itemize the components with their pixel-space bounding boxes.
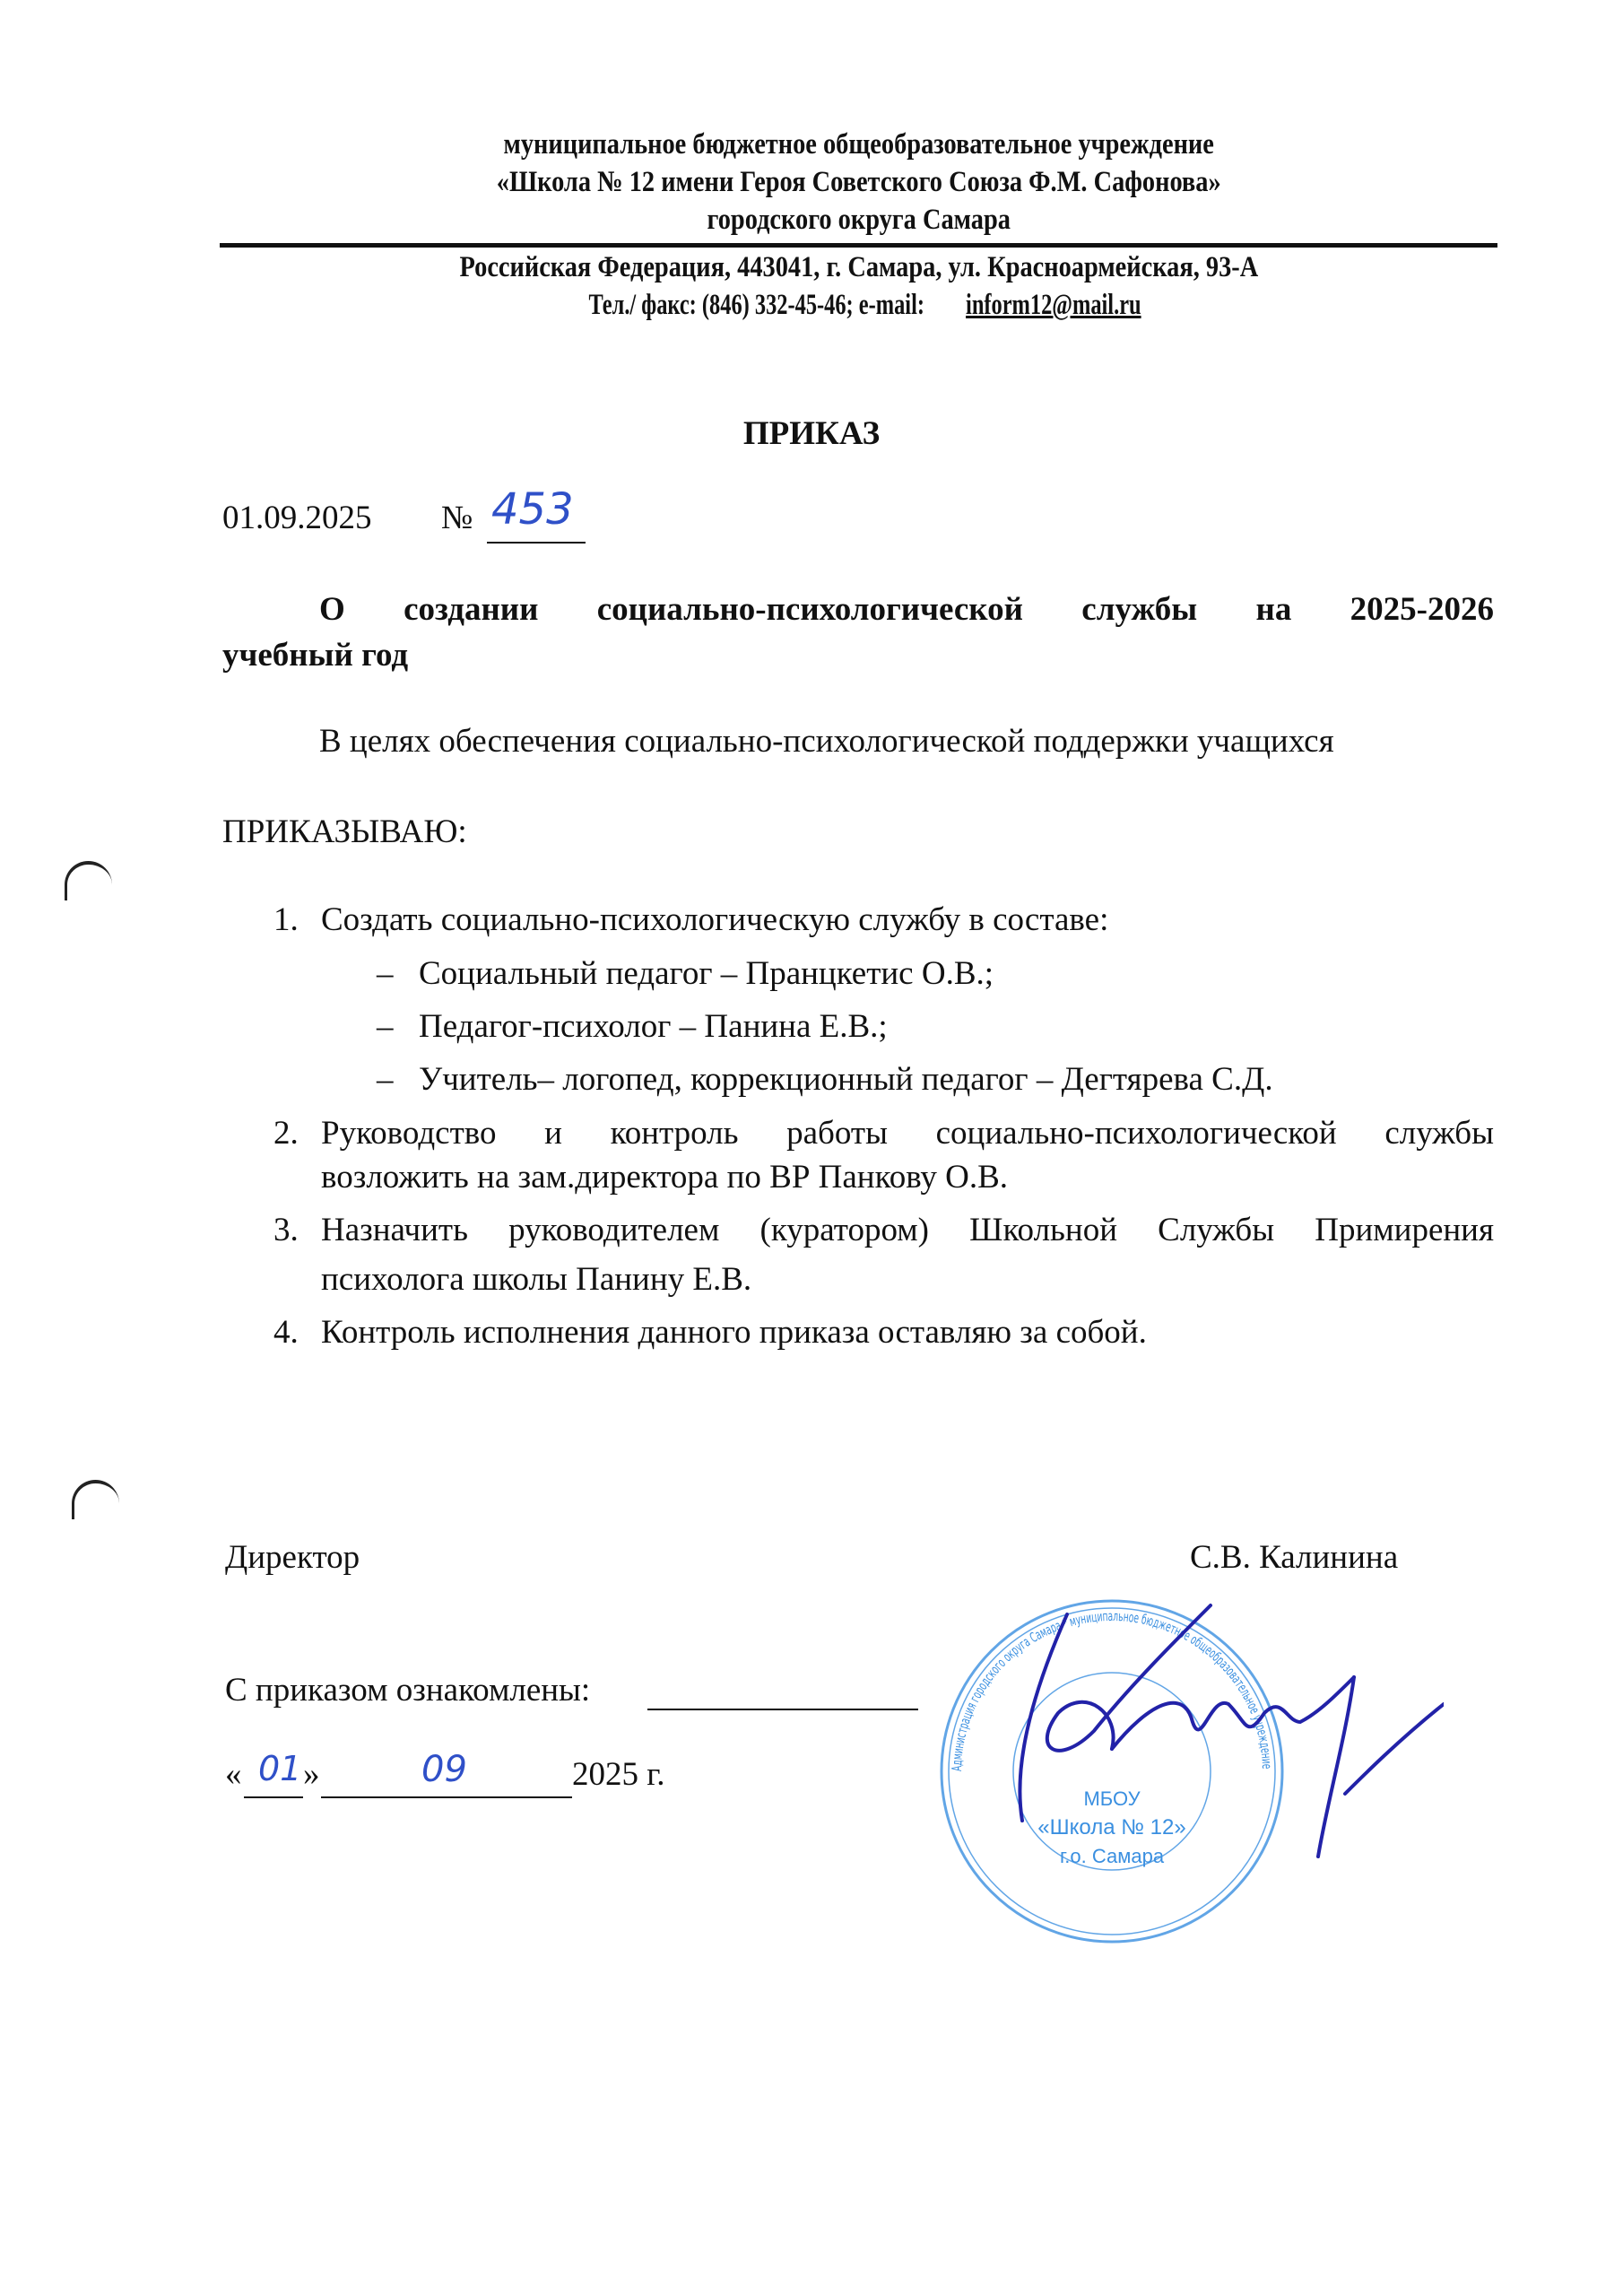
org-name-line1: муниципальное бюджетное общеобразовательное учреждение bbox=[503, 128, 1214, 161]
date-year: 2025 г. bbox=[572, 1756, 665, 1793]
item-text: психолога школы Панину Е.В. bbox=[321, 1261, 752, 1298]
punch-hole-mark bbox=[65, 861, 112, 900]
item-text: Контроль исполнения данного приказа оставляю за собой. bbox=[321, 1314, 1147, 1351]
order-number-label: № bbox=[441, 500, 473, 536]
order-subject-line1: О создании социально-психологической службы на 2025-2026 bbox=[319, 591, 1494, 628]
date-month-handwritten: 09 bbox=[421, 1749, 467, 1790]
org-address: Российская Федерация, 443041, г. Самара, ул. Красноармейская, 93-А bbox=[459, 251, 1258, 283]
date-day-line bbox=[244, 1796, 303, 1798]
header-divider bbox=[220, 243, 1497, 248]
stamp-center-line1: МБОУ bbox=[1083, 1787, 1141, 1810]
order-number-handwritten: 453 bbox=[491, 484, 574, 535]
stamp-center-line2: «Школа № 12» bbox=[1037, 1815, 1186, 1839]
item-text: Создать социально-психологическую службу в составе: bbox=[321, 901, 1109, 938]
email-link[interactable]: inform12@mail.ru bbox=[966, 289, 1142, 321]
item-number: 4. bbox=[273, 1314, 299, 1351]
item-text: Назначить руководителем (куратором) Школьной Службы Примирения bbox=[321, 1212, 1494, 1248]
date-open-quote: « bbox=[225, 1756, 242, 1793]
org-name-line3: городского округа Самара bbox=[707, 204, 1011, 236]
preamble: В целях обеспечения социально-психологической поддержки учащихся bbox=[319, 723, 1334, 760]
date-day-handwritten: 01 bbox=[258, 1749, 302, 1788]
item-text: возложить на зам.директора по ВР Панкову О.В. bbox=[321, 1159, 1009, 1196]
item-number: 2. bbox=[273, 1115, 299, 1152]
stamp-center-line3: г.о. Самара bbox=[1059, 1845, 1165, 1867]
item-number: 3. bbox=[273, 1212, 299, 1248]
item-text: Руководство и контроль работы социально-психологической службы bbox=[321, 1115, 1494, 1152]
order-subject-line2: учебный год bbox=[222, 637, 409, 674]
date-month-line bbox=[321, 1796, 572, 1798]
director-signature bbox=[977, 1587, 1444, 1892]
command-word: ПРИКАЗЫВАЮ: bbox=[222, 813, 467, 850]
acknowledged-line bbox=[647, 1709, 918, 1710]
subitem: Учитель– логопед, коррекционный педагог – Дегтярева С.Д. bbox=[419, 1061, 1273, 1098]
signer-name: С.В. Калинина bbox=[1190, 1539, 1399, 1576]
subitem-dash: – bbox=[377, 1008, 394, 1045]
order-date: 01.09.2025 bbox=[222, 500, 372, 536]
document-title: ПРИКАЗ bbox=[742, 415, 881, 452]
stamp-outer-text: Администрация городского округа Самара * муниципальное бюджетное общеобразовательное учреждение bbox=[948, 1607, 1276, 1773]
org-contacts: Тел./ факс: (846) 332-45-46; e-mail:inform12@mail.ru bbox=[588, 289, 1142, 321]
subitem: Социальный педагог – Пранцкетис О.В.; bbox=[419, 955, 994, 992]
acknowledged-label: С приказом ознакомлены: bbox=[225, 1672, 591, 1709]
date-close-quote: » bbox=[303, 1756, 320, 1793]
subitem-dash: – bbox=[377, 955, 394, 992]
punch-hole-mark bbox=[72, 1480, 119, 1519]
org-name-line2: «Школа № 12 имени Героя Советского Союза Ф.М. Сафонова» bbox=[496, 166, 1221, 198]
subitem: Педагог-психолог – Панина Е.В.; bbox=[419, 1008, 888, 1045]
item-number: 1. bbox=[273, 901, 299, 938]
signer-position: Директор bbox=[225, 1539, 360, 1576]
number-underline bbox=[487, 542, 586, 544]
subitem-dash: – bbox=[377, 1061, 394, 1098]
